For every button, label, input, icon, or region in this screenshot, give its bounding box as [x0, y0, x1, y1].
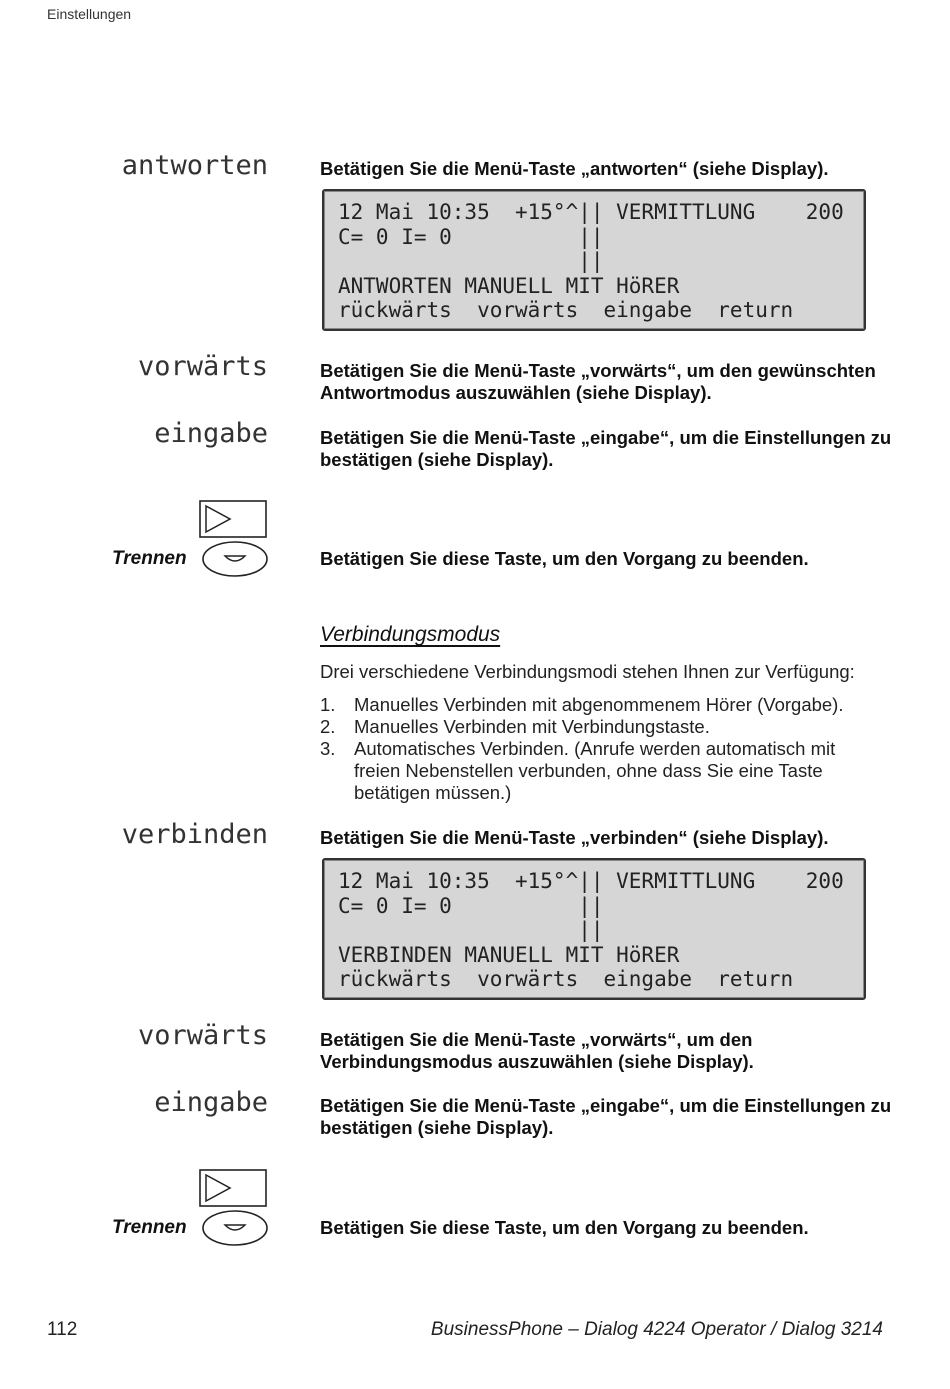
document-title: BusinessPhone – Dialog 4224 Operator / Dialog 3214 [430, 1319, 883, 1340]
section-title: Verbindungsmodus [320, 623, 501, 646]
softkey-eingabe[interactable]: eingabe [154, 418, 268, 449]
trennen-label: Trennen [112, 1217, 187, 1238]
instruction-antworten: Betätigen Sie die Menü-Taste „antworten“ (siehe Display). [320, 158, 829, 179]
instruction-vorwaerts: Betätigen Sie die Menü-Taste „vorwärts“, um den Verbindungsmodus auszuwählen (siehe Display). [320, 1029, 754, 1072]
disconnect-key-icon[interactable] [198, 499, 270, 579]
display-text [338, 200, 844, 323]
display-line: rückwärts vorwärts eingabe return [338, 967, 794, 992]
disconnect-key-icon[interactable] [198, 1168, 270, 1248]
softkey-vorwaerts[interactable]: vorwärts [137, 1020, 268, 1051]
instruction-verbinden: Betätigen Sie die Menü-Taste „verbinden“ (siehe Display). [320, 827, 829, 848]
instruction-eingabe: Betätigen Sie die Menü-Taste „eingabe“, um die Einstellungen zu bestätigen (siehe Display). [320, 427, 892, 470]
display-line: || [338, 918, 604, 943]
list-item [320, 716, 880, 738]
list-item [320, 738, 880, 804]
list-item [320, 694, 880, 716]
page-number: 112 [47, 1319, 78, 1340]
instruction-vorwaerts: Betätigen Sie die Menü-Taste „vorwärts“, um den gewünschten Antwortmodus auszuwählen (siehe Display). [320, 360, 876, 403]
list-text: Manuelles Verbinden mit Verbindungstaste. [354, 716, 710, 737]
softkey-eingabe[interactable]: eingabe [154, 1087, 268, 1118]
display-line: 12 Mai 10:35 +15°^|| VERMITTLUNG 200 [338, 200, 844, 224]
display-line: || [338, 249, 604, 274]
instruction-trennen: Betätigen Sie diese Taste, um den Vorgang zu beenden. [320, 1217, 809, 1238]
section-intro: Drei verschiedene Verbindungsmodi stehen Ihnen zur Verfügung: [320, 661, 855, 682]
display-line: rückwärts vorwärts eingabe return [338, 298, 794, 323]
display-line: 12 Mai 10:35 +15°^|| VERMITTLUNG 200 [338, 869, 844, 893]
display-line: C= 0 I= 0 || [338, 893, 604, 918]
mode-list [320, 694, 880, 804]
display-line: ANTWORTEN MANUELL MIT HöRER [338, 273, 680, 298]
list-text: Manuelles Verbinden mit abgenommenem Hörer (Vorgabe). [354, 694, 844, 715]
list-number: 1. [320, 694, 336, 715]
softkey-antworten[interactable]: antworten [121, 150, 268, 181]
list-number: 2. [320, 716, 336, 737]
display-text [338, 869, 844, 992]
instruction-eingabe: Betätigen Sie die Menü-Taste „eingabe“, um die Einstellungen zu bestätigen (siehe Display). [320, 1095, 892, 1138]
phone-display [322, 858, 866, 1000]
display-line: C= 0 I= 0 || [338, 224, 604, 249]
trennen-label: Trennen [112, 548, 187, 569]
running-header: Einstellungen [47, 6, 132, 22]
instruction-trennen: Betätigen Sie diese Taste, um den Vorgang zu beenden. [320, 548, 809, 569]
softkey-verbinden[interactable]: verbinden [121, 819, 268, 850]
phone-display [322, 189, 866, 331]
list-text: Automatisches Verbinden. (Anrufe werden automatisch mit freien Nebenstellen verbunden, ohne dass Sie eine Taste betätigen müssen.) [354, 738, 836, 803]
display-line: VERBINDEN MANUELL MIT HöRER [338, 942, 680, 967]
list-number: 3. [320, 738, 336, 759]
softkey-vorwaerts[interactable]: vorwärts [137, 351, 268, 382]
